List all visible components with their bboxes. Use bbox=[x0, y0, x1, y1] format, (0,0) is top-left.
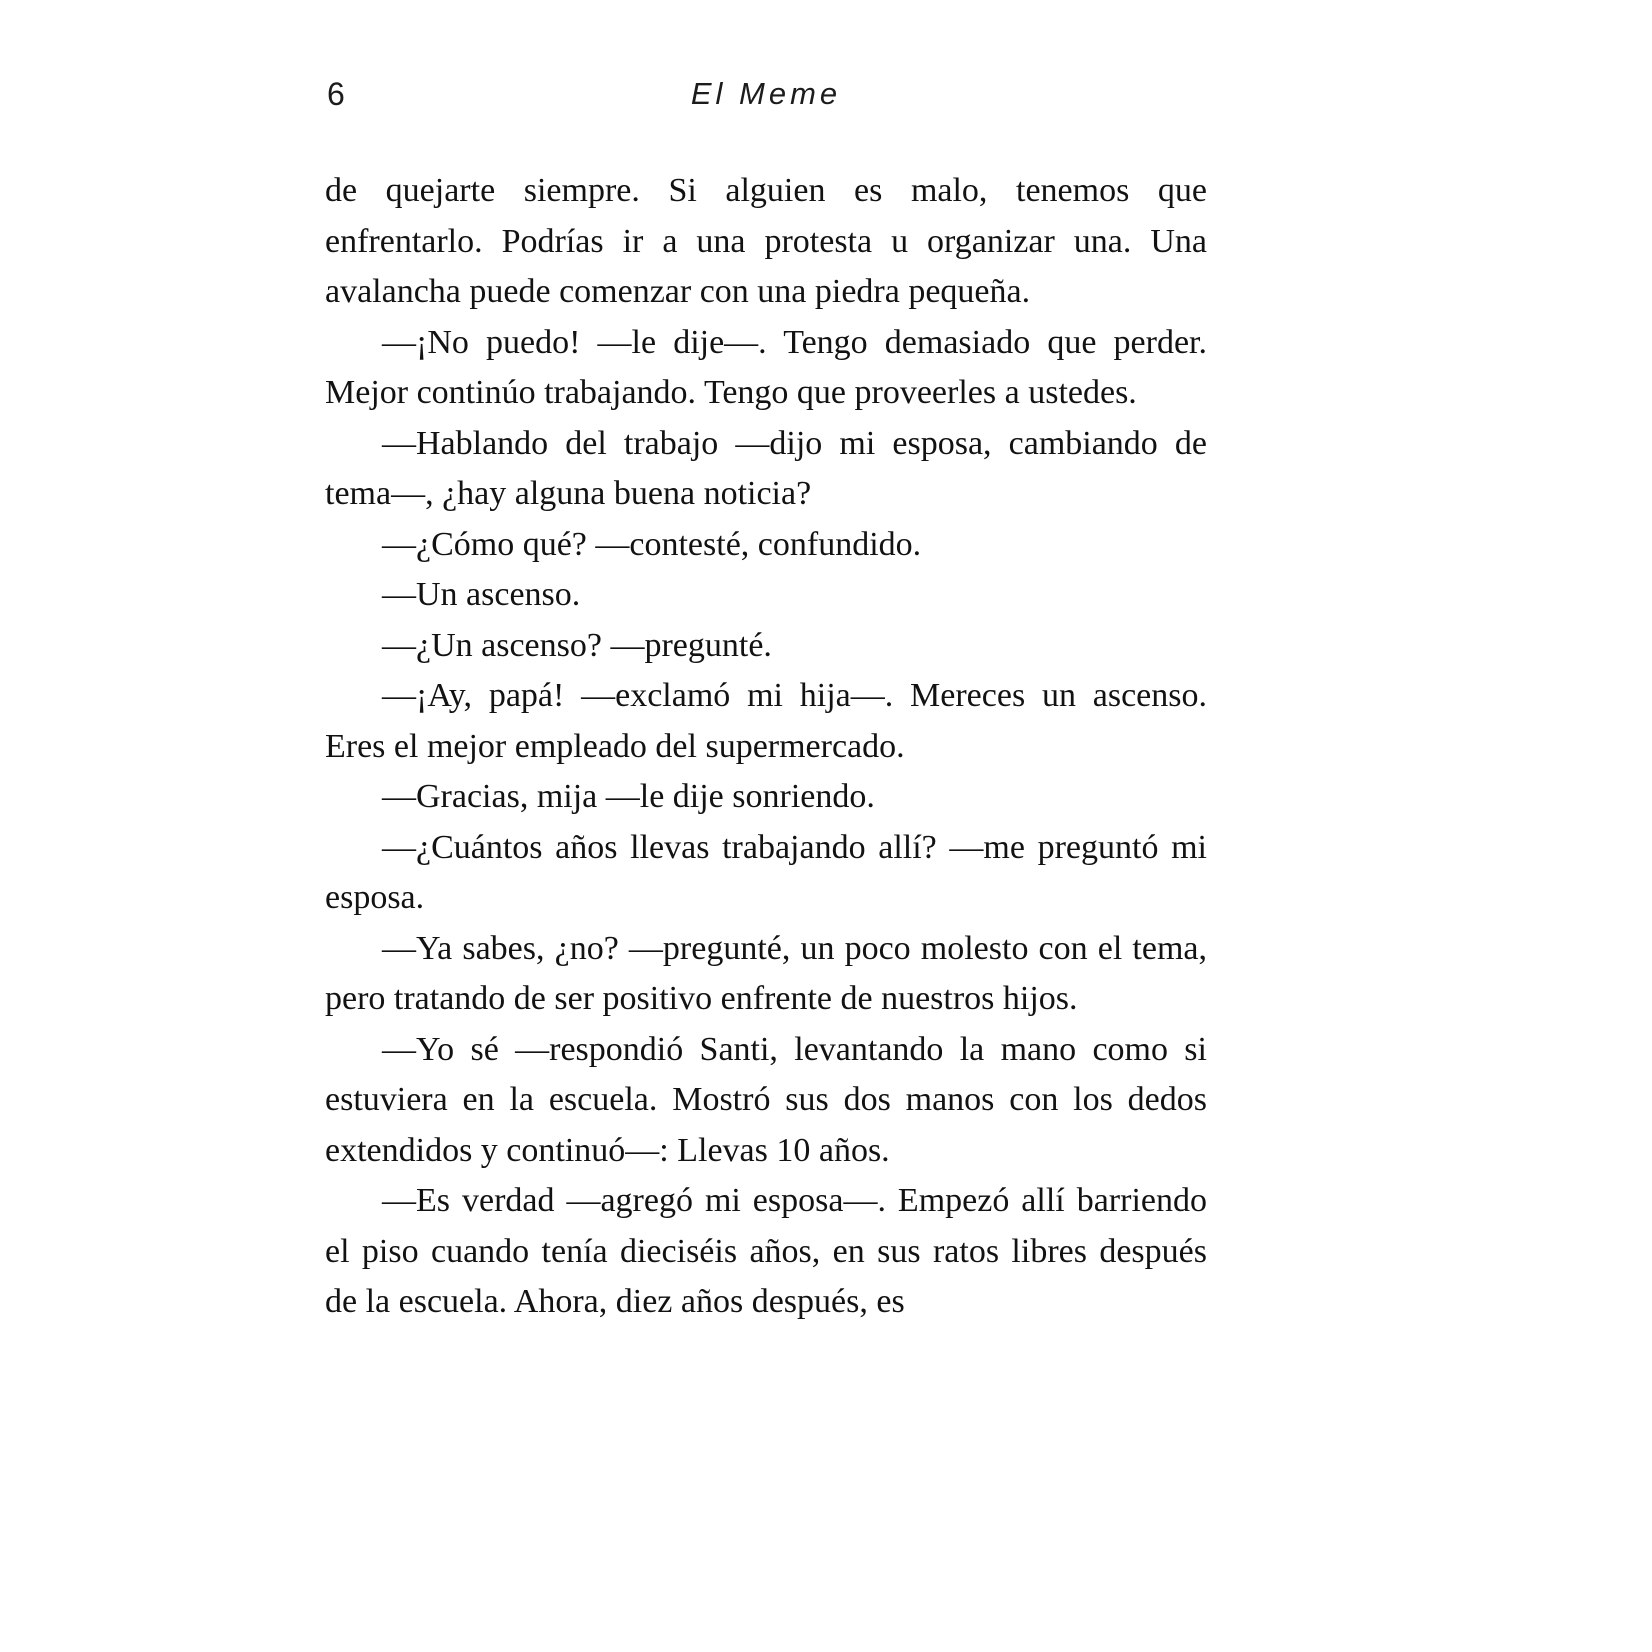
page-number: 6 bbox=[327, 76, 346, 112]
paragraph: —Gracias, mija —le dije sonriendo. bbox=[382, 778, 875, 815]
running-title: El Meme bbox=[690, 76, 842, 111]
paragraph: —¡Ay, papá! —exclamó mi hija—. Mereces un ascenso. Eres el mejor empleado del supermercado. bbox=[325, 677, 1207, 765]
paragraph: —¿Cómo qué? —contesté, confundido. bbox=[382, 525, 922, 563]
page-header bbox=[325, 76, 1207, 120]
paragraph: —¿Cuántos años llevas trabajando allí? —me preguntó mi esposa. bbox=[325, 828, 1207, 916]
paragraph: —Yo sé —respondió Santi, levantando la mano como si estuviera en la escuela. Mostró sus dos manos con los dedos extendidos y continuó—: Llevas 10 años. bbox=[325, 1030, 1207, 1169]
paragraph: —Un ascenso. bbox=[382, 576, 581, 613]
paragraph: —Hablando del trabajo —dijo mi esposa, cambiando de tema—, ¿hay alguna buena noticia? bbox=[325, 424, 1207, 512]
body-text bbox=[325, 166, 1207, 1328]
paragraph: de quejarte siempre. Si alguien es malo, tenemos que enfrentarlo. Podrías ir a una protesta u organizar una. Una avalancha puede comenzar con una piedra pequeña. bbox=[325, 172, 1207, 310]
paragraph: —Ya sabes, ¿no? —pregunté, un poco molesto con el tema, pero tratando de ser positivo enfrente de nuestros hijos. bbox=[325, 929, 1207, 1017]
paragraph: —Es verdad —agregó mi esposa—. Empezó allí barriendo el piso cuando tenía dieciséis años, en sus ratos libres después de la escuela. Ahora, diez años después, es bbox=[325, 1182, 1207, 1320]
paragraph: —¿Un ascenso? —pregunté. bbox=[382, 626, 772, 664]
paragraph: —¡No puedo! —le dije—. Tengo demasiado que perder. Mejor continúo trabajando. Tengo que proveerles a ustedes. bbox=[325, 323, 1207, 411]
